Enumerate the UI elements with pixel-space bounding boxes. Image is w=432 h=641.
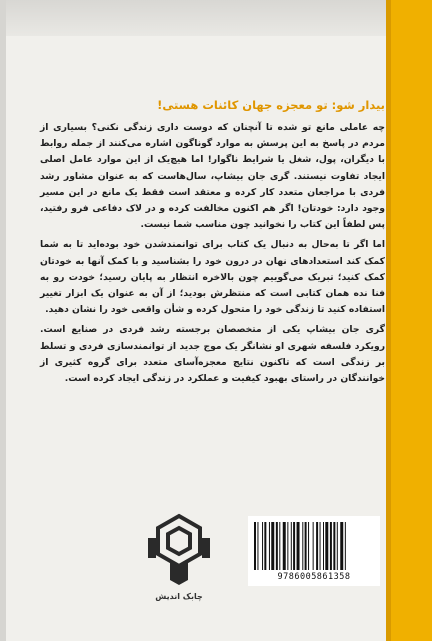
paragraph-2: اما اگر تا به‌حال به دنبال یک کتاب برای توانمندشدن خود بوده‌اید تا به شما کمک کند استعدادهای نهان در درون خود را بشناسید و با کمک آنها به خودتان کمک کنید؛ تبریک می‌گوییم چون بالاخره انتظار به پایان رسید؛ خودت رو به فنا نده همان کتابی است که منتظرش بودید؛ از آن به عنوان یک ابزار تغییر استفاده کنید تا زندگی خود را متحول کرده و شأن واقعی خود را نشان دهید. <box>40 239 385 316</box>
publisher-name: چابک اندیش <box>155 592 203 601</box>
top-band <box>0 0 432 36</box>
paragraph-1: چه عاملی مانع تو شده تا آنچنان که دوست داری زندگی نکنی؟ بسیاری از مردم در پاسخ به این پرسش به موارد گوناگون اشاره می‌کنند از جمله روابط با دیگران، پول، شغل یا شرایط ناگوار! اما هیچ‌یک از این موارد عامل اصلی ایجاد تفاوت نیستند. گری جان بیشاپ، سال‌هاست که به عنوان مشاور رشد فردی با مراجعان متعدد کار کرده و معتقد است فقط یک مانع در این مسیر وجود دارد: خودتان! اگر هم اکنون مخالفت کرده و در لاک دفاعی فرو رفتید، پس لطفاً این کتاب را نخوانید چون مناسب شما نیست. <box>40 122 385 231</box>
isbn-number: 9786005861358 <box>277 572 351 582</box>
barcode-icon <box>254 522 374 570</box>
headline: بیدار شو: تو معجزه جهان کائنات هستی! <box>157 98 385 112</box>
publisher-emblem-icon <box>140 510 218 590</box>
spine-strip <box>386 0 432 641</box>
paragraph-3: گری جان بیشاپ یکی از متخصصان برجسته رشد فردی در صنایع است. رویکرد فلسفه شهری او نشانگر یک موج جدید از توانمندسازی فردی و تسلط بر زندگی است که تاکنون نتایج معجزه‌آسای متعدد برای گروه کثیری از خوانندگان در راستای بهبود کیفیت و عملکرد در زندگی ایجاد کرده است. <box>40 324 385 385</box>
blurb-text <box>40 97 385 391</box>
left-edge <box>0 0 6 641</box>
isbn-barcode <box>248 516 380 586</box>
publisher-logo <box>140 510 218 606</box>
